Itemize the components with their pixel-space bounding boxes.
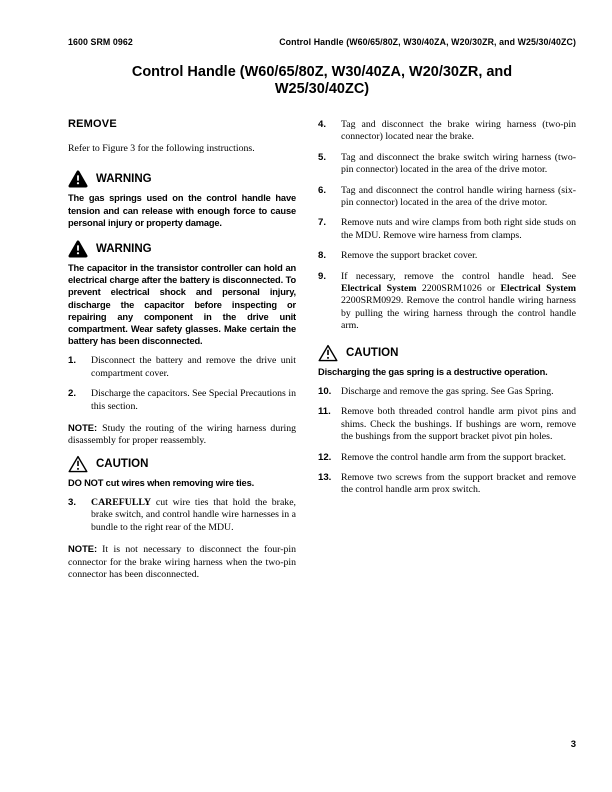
note-label: NOTE:: [68, 543, 98, 555]
step-text: If necessary, remove the control handle head. See Electrical System 2200SRM1026 or Electrical System 2200SRM0929. Remove the control handle wiring harness by pulling the wiring harness through the control handle arm.: [341, 270, 577, 332]
step-number: 11.: [318, 406, 331, 418]
step-item-1: [68, 355, 296, 380]
step-text: Tag and disconnect the control handle wiring harness (six-pin connector) located in the area of the drive motor.: [341, 184, 576, 209]
step-number: 4.: [318, 119, 327, 130]
step-number: 2.: [68, 388, 77, 400]
right-column: [318, 116, 576, 497]
step-number: 7.: [318, 217, 327, 229]
step-item-6: [318, 185, 576, 210]
step-number: 6.: [318, 184, 327, 196]
left-column: [68, 116, 296, 582]
step-item-7: [318, 217, 576, 242]
step-emphasis: CAREFULLY: [91, 497, 152, 509]
step-item-11: [318, 406, 576, 443]
caution-label: CAUTION: [96, 457, 149, 470]
step-text: Remove the support bracket cover.: [341, 250, 478, 262]
step-text: Tag and disconnect the brake switch wiring harness (two-pin connector) located in the area of the drive motor.: [341, 151, 576, 176]
caution-label: CAUTION: [346, 346, 399, 359]
step-text: Discharge the capacitors. See Special Precautions in this section.: [91, 388, 296, 412]
step-item-9: [318, 271, 576, 333]
step-number: 9.: [318, 270, 327, 282]
step-number: 3.: [68, 497, 77, 509]
warning-text-gas-springs: The gas springs used on the control handle have tension and can release with enough force to cause personal injury or property damage.: [68, 193, 296, 228]
note-paragraph: [68, 422, 296, 448]
warning-label: WARNING: [96, 243, 152, 256]
note-label: NOTE:: [68, 422, 98, 434]
caution-header: [318, 343, 576, 363]
step-number: 13.: [318, 471, 332, 483]
step-number: 8.: [318, 250, 327, 262]
step-number: 12.: [318, 451, 332, 463]
note-text: Study the routing of the wiring harness during disassembly for proper reassembly.: [68, 423, 296, 447]
step-item-5: [318, 152, 576, 177]
doc-number: 1600 SRM 0962: [68, 37, 133, 47]
step-number: 10.: [318, 385, 332, 397]
step-item-13: [318, 472, 576, 497]
step-text: CAREFULLY cut wire ties that hold the brake, brake switch, and control handle wire harnesses in a bundle to the right rear of the MDU.: [91, 497, 296, 533]
warning-header: [68, 239, 296, 259]
running-title: Control Handle (W60/65/80Z, W30/40ZA, W20/30ZR, and W25/30/40ZC): [279, 37, 576, 47]
step-item-3: [68, 497, 296, 534]
intro-paragraph: Refer to Figure 3 for the following instructions.: [68, 143, 255, 154]
step-text: Remove two screws from the support bracket and remove the control handle arm prox switch.: [341, 471, 576, 496]
page-title: Control Handle (W60/65/80Z, W30/40ZA, W20/30ZR, and W25/30/40ZC): [131, 64, 513, 97]
section-heading-remove: REMOVE: [68, 118, 117, 130]
note-paragraph: [68, 543, 296, 581]
step-text: Remove the control handle arm from the support bracket.: [341, 451, 566, 463]
caution-text-wire-ties: DO NOT cut wires when removing wire ties.: [68, 477, 255, 488]
page-number: 3: [570, 739, 576, 750]
note-text: It is not necessary to disconnect the four-pin connector for the brake wiring harness when the two-pin connector has been disconnected.: [68, 544, 296, 581]
caution-header: [68, 454, 296, 474]
step-item-8: [318, 250, 576, 262]
step-number: 1.: [68, 355, 77, 367]
step-item-2: [68, 388, 296, 413]
step-item-4: [318, 119, 576, 144]
step-text: Disconnect the battery and remove the drive unit compartment cover.: [91, 355, 296, 379]
caution-icon: [318, 344, 338, 362]
step-item-12: [318, 452, 576, 464]
warning-text-capacitor: The capacitor in the transistor controller can hold an electrical charge after the battery is disconnected. To prevent electrical shock and personal injury, discharge the capacitor before inspecting or repairing any component in the drive unit compartment. Wear safety glasses. Make certain the battery has been disconnected.: [68, 263, 296, 347]
manual-reference: Electrical System: [500, 283, 577, 295]
step-text: Discharge and remove the gas spring. See Gas Spring.: [341, 385, 554, 397]
step-number: 5.: [318, 151, 327, 163]
warning-icon: [68, 170, 88, 188]
step-item-10: [318, 386, 576, 398]
step-text: Remove nuts and wire clamps from both right side studs on the MDU. Remove wire harness from clamps.: [341, 217, 576, 241]
manual-reference: Electrical System: [341, 283, 417, 295]
warning-label: WARNING: [96, 173, 152, 186]
page-header: [68, 37, 576, 47]
caution-text-gas-spring: Discharging the gas spring is a destructive operation.: [318, 366, 548, 377]
warning-header: [68, 169, 296, 189]
caution-icon: [68, 455, 88, 473]
warning-icon: [68, 240, 88, 258]
step-text: Remove both threaded control handle arm pivot pins and shims. Check the bushings. If bushings are worn, remove the bushings from the support bracket pivot pin holes.: [341, 406, 576, 443]
step-text: Tag and disconnect the brake wiring harness (two-pin connector) located near the brake.: [341, 119, 576, 143]
